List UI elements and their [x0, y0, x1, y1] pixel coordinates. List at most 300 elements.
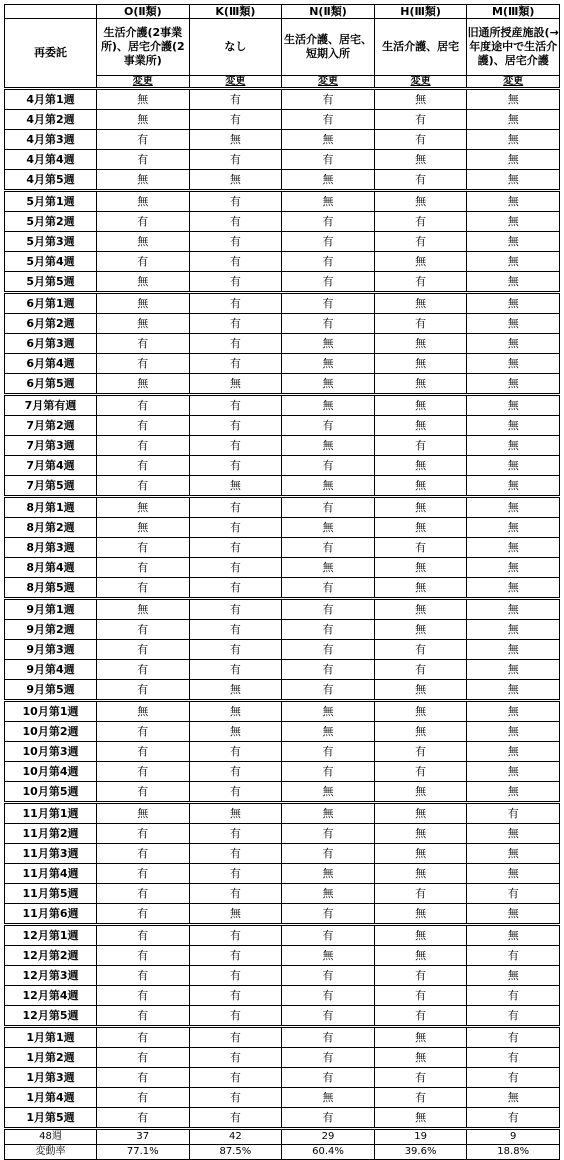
table-row — [5, 89, 560, 110]
change-flag-cell: 有 — [189, 1048, 282, 1068]
change-flag-cell: 無 — [282, 334, 375, 354]
change-flag-cell: 有 — [189, 620, 282, 640]
table-row — [5, 170, 560, 191]
change-flag-cell: 有 — [97, 844, 190, 864]
change-flag-cell: 有 — [282, 150, 375, 170]
change-flag-cell: 有 — [282, 416, 375, 436]
table-row — [5, 314, 560, 334]
table-row — [5, 191, 560, 212]
change-flag-cell: 有 — [189, 578, 282, 599]
change-flag-cell: 有 — [189, 946, 282, 966]
change-flag-cell: 無 — [282, 191, 375, 212]
change-flag-cell: 無 — [282, 1088, 375, 1108]
change-flag-cell: 無 — [282, 170, 375, 191]
change-flag-cell: 有 — [189, 1027, 282, 1048]
change-flag-cell: 有 — [189, 538, 282, 558]
change-flag-cell: 有 — [282, 680, 375, 701]
change-flag-cell: 有 — [97, 884, 190, 904]
change-flag-cell: 無 — [189, 701, 282, 722]
change-flag-cell: 無 — [282, 864, 375, 884]
change-label — [374, 76, 467, 89]
change-label — [282, 76, 375, 89]
change-flag-cell: 有 — [97, 395, 190, 416]
change-flag-cell: 有 — [189, 966, 282, 986]
column-code: O(Ⅱ類) — [97, 5, 190, 19]
change-flag-cell: 無 — [467, 925, 560, 946]
column-code-row — [5, 5, 560, 19]
change-flag-cell: 有 — [97, 762, 190, 782]
change-flag-cell: 有 — [282, 620, 375, 640]
change-flag-cell: 有 — [97, 1048, 190, 1068]
total-value: 42 — [189, 1129, 282, 1145]
table-row — [5, 334, 560, 354]
change-flag-cell: 無 — [282, 946, 375, 966]
change-flag-cell: 無 — [374, 620, 467, 640]
change-flag-cell: 有 — [282, 252, 375, 272]
table-row — [5, 395, 560, 416]
week-label: 8月第1週 — [5, 497, 97, 518]
change-flag-cell: 有 — [97, 150, 190, 170]
week-label: 9月第2週 — [5, 620, 97, 640]
table-row — [5, 742, 560, 762]
change-flag-cell: 無 — [467, 150, 560, 170]
change-flag-cell: 無 — [282, 130, 375, 150]
change-flag-cell: 無 — [189, 722, 282, 742]
change-flag-cell: 有 — [374, 170, 467, 191]
change-flag-cell: 無 — [97, 232, 190, 252]
change-flag-cell: 有 — [189, 884, 282, 904]
change-flag-cell: 有 — [282, 1006, 375, 1027]
table-row — [5, 456, 560, 476]
change-flag-cell: 無 — [282, 374, 375, 395]
table-row — [5, 620, 560, 640]
change-flag-cell: 無 — [374, 1108, 467, 1129]
change-flag-cell: 有 — [467, 884, 560, 904]
change-flag-cell: 無 — [467, 89, 560, 110]
change-flag-cell: 有 — [282, 1108, 375, 1129]
rate-value: 87.5% — [189, 1145, 282, 1160]
change-label-text: 変更 — [503, 75, 524, 87]
change-flag-cell: 無 — [374, 680, 467, 701]
change-label-text: 変更 — [225, 75, 246, 87]
table-row — [5, 1006, 560, 1027]
table-row — [5, 782, 560, 803]
change-flag-cell: 有 — [97, 558, 190, 578]
change-flag-cell: 無 — [97, 191, 190, 212]
change-flag-cell: 無 — [97, 272, 190, 293]
corner-cell — [5, 5, 97, 19]
week-label: 4月第3週 — [5, 130, 97, 150]
change-flag-cell: 無 — [374, 497, 467, 518]
change-flag-cell: 無 — [282, 476, 375, 497]
change-flag-cell: 無 — [282, 803, 375, 824]
total-value: 37 — [97, 1129, 190, 1145]
column-description-row — [5, 19, 560, 76]
change-flag-cell: 有 — [189, 824, 282, 844]
table-row — [5, 130, 560, 150]
week-label: 6月第3週 — [5, 334, 97, 354]
change-label-text: 変更 — [410, 75, 431, 87]
week-label: 11月第3週 — [5, 844, 97, 864]
table-row — [5, 599, 560, 620]
total-row — [5, 1129, 560, 1145]
week-label: 9月第1週 — [5, 599, 97, 620]
week-label: 5月第1週 — [5, 191, 97, 212]
change-flag-cell: 無 — [189, 374, 282, 395]
change-flag-cell: 有 — [97, 1108, 190, 1129]
change-flag-cell: 有 — [282, 1068, 375, 1088]
change-flag-cell: 有 — [97, 680, 190, 701]
change-flag-cell: 有 — [97, 436, 190, 456]
change-flag-cell: 無 — [374, 395, 467, 416]
change-flag-cell: 有 — [282, 497, 375, 518]
change-label — [97, 76, 190, 89]
change-flag-cell: 無 — [374, 334, 467, 354]
change-flag-cell: 有 — [374, 436, 467, 456]
change-flag-cell: 有 — [374, 884, 467, 904]
change-flag-cell: 有 — [189, 660, 282, 680]
week-label: 11月第1週 — [5, 803, 97, 824]
change-flag-cell: 有 — [282, 742, 375, 762]
week-label: 12月第1週 — [5, 925, 97, 946]
change-flag-cell: 有 — [282, 314, 375, 334]
change-flag-cell: 有 — [189, 314, 282, 334]
change-flag-cell: 無 — [374, 354, 467, 374]
change-flag-cell: 無 — [282, 436, 375, 456]
change-flag-cell: 有 — [189, 354, 282, 374]
change-flag-cell: 有 — [97, 354, 190, 374]
change-flag-cell: 有 — [374, 272, 467, 293]
change-flag-cell: 有 — [374, 986, 467, 1006]
change-flag-cell: 無 — [97, 314, 190, 334]
rate-label: 変動率 — [5, 1145, 97, 1160]
column-description: 生活介護、居宅、短期入所 — [282, 19, 375, 76]
change-flag-cell: 有 — [374, 640, 467, 660]
table-row — [5, 966, 560, 986]
change-flag-cell: 無 — [467, 476, 560, 497]
change-flag-cell: 無 — [467, 374, 560, 395]
change-flag-cell: 無 — [97, 518, 190, 538]
change-flag-cell: 有 — [97, 925, 190, 946]
change-flag-cell: 有 — [97, 1088, 190, 1108]
table-row — [5, 1088, 560, 1108]
change-flag-cell: 有 — [282, 986, 375, 1006]
change-flag-cell: 無 — [467, 966, 560, 986]
table-row — [5, 110, 560, 130]
change-flag-cell: 無 — [467, 742, 560, 762]
change-flag-cell: 無 — [374, 252, 467, 272]
change-flag-cell: 無 — [282, 722, 375, 742]
table-row — [5, 436, 560, 456]
change-flag-cell: 無 — [467, 395, 560, 416]
change-flag-cell: 有 — [189, 89, 282, 110]
total-value: 29 — [282, 1129, 375, 1145]
table-row — [5, 701, 560, 722]
change-flag-cell: 無 — [467, 762, 560, 782]
total-value: 9 — [467, 1129, 560, 1145]
change-flag-cell: 無 — [467, 354, 560, 374]
change-flag-cell: 有 — [97, 640, 190, 660]
table-row — [5, 150, 560, 170]
change-flag-cell: 無 — [467, 232, 560, 252]
change-flag-cell: 無 — [374, 518, 467, 538]
change-flag-cell: 有 — [97, 578, 190, 599]
change-flag-cell: 有 — [189, 1068, 282, 1088]
table-body — [5, 5, 560, 1160]
change-flag-cell: 無 — [467, 252, 560, 272]
table-row — [5, 884, 560, 904]
week-label: 11月第4週 — [5, 864, 97, 884]
rate-value: 18.8% — [467, 1145, 560, 1160]
table-row — [5, 640, 560, 660]
change-flag-cell: 無 — [282, 518, 375, 538]
table-row — [5, 680, 560, 701]
table-row — [5, 558, 560, 578]
week-label: 5月第4週 — [5, 252, 97, 272]
change-flag-cell: 無 — [97, 599, 190, 620]
week-label: 8月第3週 — [5, 538, 97, 558]
table-row — [5, 293, 560, 314]
column-description: 生活介護(2事業所)、居宅介護(2事業所) — [97, 19, 190, 76]
change-flag-cell: 有 — [282, 272, 375, 293]
week-label: 5月第5週 — [5, 272, 97, 293]
change-flag-cell: 有 — [189, 334, 282, 354]
table-title: 再委託 — [5, 19, 97, 89]
change-flag-cell: 無 — [97, 497, 190, 518]
change-flag-cell: 無 — [282, 701, 375, 722]
change-flag-cell: 無 — [374, 803, 467, 824]
table-row — [5, 538, 560, 558]
table-row — [5, 1027, 560, 1048]
column-code: H(Ⅲ類) — [374, 5, 467, 19]
change-flag-cell: 無 — [374, 558, 467, 578]
change-flag-cell: 有 — [97, 986, 190, 1006]
change-flag-cell: 無 — [467, 1088, 560, 1108]
change-flag-cell: 有 — [189, 558, 282, 578]
table-row — [5, 824, 560, 844]
week-label: 4月第5週 — [5, 170, 97, 191]
week-label: 6月第5週 — [5, 374, 97, 395]
change-flag-cell: 有 — [374, 1006, 467, 1027]
change-flag-cell: 有 — [189, 232, 282, 252]
change-flag-cell: 有 — [467, 1068, 560, 1088]
change-flag-cell: 無 — [467, 701, 560, 722]
week-label: 7月第有週 — [5, 395, 97, 416]
table-row — [5, 1048, 560, 1068]
week-label: 5月第3週 — [5, 232, 97, 252]
table-row — [5, 762, 560, 782]
change-flag-cell: 無 — [467, 212, 560, 232]
change-flag-cell: 無 — [97, 701, 190, 722]
change-flag-cell: 無 — [467, 497, 560, 518]
week-label: 4月第2週 — [5, 110, 97, 130]
change-flag-cell: 無 — [374, 946, 467, 966]
week-label: 12月第4週 — [5, 986, 97, 1006]
change-flag-cell: 無 — [467, 272, 560, 293]
change-flag-cell: 有 — [374, 212, 467, 232]
change-flag-cell: 無 — [467, 518, 560, 538]
week-label: 1月第1週 — [5, 1027, 97, 1048]
change-flag-cell: 有 — [282, 212, 375, 232]
change-flag-cell: 有 — [97, 1006, 190, 1027]
change-flag-cell: 有 — [189, 1006, 282, 1027]
change-flag-cell: 無 — [467, 680, 560, 701]
table-row — [5, 518, 560, 538]
total-value: 19 — [374, 1129, 467, 1145]
week-label: 7月第4週 — [5, 456, 97, 476]
change-label-text: 変更 — [317, 75, 338, 87]
change-flag-cell: 有 — [282, 1048, 375, 1068]
change-flag-cell: 無 — [189, 680, 282, 701]
change-flag-cell: 無 — [374, 864, 467, 884]
change-flag-cell: 有 — [189, 986, 282, 1006]
change-flag-cell: 有 — [467, 1006, 560, 1027]
rate-value: 77.1% — [97, 1145, 190, 1160]
change-label-text: 変更 — [132, 75, 153, 87]
week-label: 11月第2週 — [5, 824, 97, 844]
change-flag-cell: 有 — [97, 946, 190, 966]
change-flag-cell: 有 — [189, 640, 282, 660]
week-label: 1月第2週 — [5, 1048, 97, 1068]
week-label: 6月第1週 — [5, 293, 97, 314]
change-flag-cell: 無 — [374, 824, 467, 844]
change-flag-cell: 無 — [467, 130, 560, 150]
change-flag-cell: 有 — [189, 762, 282, 782]
change-flag-cell: 無 — [282, 782, 375, 803]
table-row — [5, 374, 560, 395]
week-label: 8月第5週 — [5, 578, 97, 599]
change-flag-cell: 無 — [374, 1027, 467, 1048]
change-flag-cell: 有 — [189, 150, 282, 170]
change-flag-cell: 無 — [467, 904, 560, 925]
change-flag-cell: 有 — [282, 293, 375, 314]
change-flag-cell: 無 — [467, 314, 560, 334]
change-flag-cell: 有 — [97, 1068, 190, 1088]
table-row — [5, 986, 560, 1006]
change-flag-cell: 有 — [467, 986, 560, 1006]
change-flag-cell: 有 — [97, 538, 190, 558]
week-label: 10月第4週 — [5, 762, 97, 782]
change-flag-cell: 有 — [189, 395, 282, 416]
week-label: 7月第2週 — [5, 416, 97, 436]
change-flag-cell: 有 — [97, 782, 190, 803]
change-flag-cell: 無 — [467, 640, 560, 660]
change-flag-cell: 有 — [189, 497, 282, 518]
change-flag-cell: 有 — [282, 456, 375, 476]
change-flag-cell: 無 — [97, 374, 190, 395]
change-flag-cell: 無 — [374, 1048, 467, 1068]
week-label: 6月第2週 — [5, 314, 97, 334]
column-code: M(Ⅲ類) — [467, 5, 560, 19]
column-description: 旧通所授産施設(→年度途中で生活介護)、居宅介護 — [467, 19, 560, 76]
column-description: なし — [189, 19, 282, 76]
column-code: N(Ⅱ類) — [282, 5, 375, 19]
table-row — [5, 252, 560, 272]
week-label: 9月第4週 — [5, 660, 97, 680]
change-flag-cell: 有 — [189, 252, 282, 272]
total-label: 48週 — [5, 1129, 97, 1145]
change-flag-cell: 有 — [189, 518, 282, 538]
change-flag-cell: 有 — [189, 293, 282, 314]
change-flag-cell: 有 — [374, 1068, 467, 1088]
column-description: 生活介護、居宅 — [374, 19, 467, 76]
change-flag-cell: 無 — [97, 293, 190, 314]
change-label — [467, 76, 560, 89]
change-flag-cell: 無 — [374, 476, 467, 497]
change-flag-cell: 無 — [374, 150, 467, 170]
table-row — [5, 1108, 560, 1129]
change-flag-cell: 無 — [467, 660, 560, 680]
week-label: 5月第2週 — [5, 212, 97, 232]
change-flag-cell: 無 — [282, 354, 375, 374]
change-flag-cell: 無 — [374, 782, 467, 803]
change-flag-cell: 有 — [374, 110, 467, 130]
change-flag-cell: 無 — [282, 395, 375, 416]
table-row — [5, 803, 560, 824]
week-label: 10月第3週 — [5, 742, 97, 762]
change-flag-cell: 有 — [97, 416, 190, 436]
change-flag-cell: 無 — [467, 334, 560, 354]
week-label: 9月第3週 — [5, 640, 97, 660]
change-flag-cell: 有 — [97, 722, 190, 742]
change-flag-cell: 有 — [282, 599, 375, 620]
table-row — [5, 946, 560, 966]
change-flag-cell: 無 — [97, 110, 190, 130]
change-flag-cell: 無 — [467, 416, 560, 436]
change-flag-cell: 無 — [282, 884, 375, 904]
change-label — [189, 76, 282, 89]
table-row — [5, 864, 560, 884]
change-flag-cell: 無 — [374, 374, 467, 395]
change-flag-cell: 無 — [374, 416, 467, 436]
table-row — [5, 212, 560, 232]
week-label: 7月第5週 — [5, 476, 97, 497]
change-flag-cell: 無 — [189, 904, 282, 925]
change-flag-cell: 有 — [374, 314, 467, 334]
week-label: 12月第5週 — [5, 1006, 97, 1027]
week-label: 1月第4週 — [5, 1088, 97, 1108]
change-flag-cell: 有 — [282, 640, 375, 660]
change-flag-cell: 無 — [374, 904, 467, 925]
table-row — [5, 476, 560, 497]
change-flag-cell: 無 — [374, 293, 467, 314]
table-row — [5, 904, 560, 925]
change-flag-cell: 無 — [189, 803, 282, 824]
change-flag-cell: 有 — [189, 599, 282, 620]
change-flag-cell: 無 — [467, 620, 560, 640]
change-flag-cell: 有 — [282, 904, 375, 925]
change-flag-cell: 有 — [97, 476, 190, 497]
table-row — [5, 722, 560, 742]
column-code: K(Ⅲ類) — [189, 5, 282, 19]
table-row — [5, 416, 560, 436]
change-flag-cell: 有 — [189, 1108, 282, 1129]
week-label: 1月第5週 — [5, 1108, 97, 1129]
change-flag-cell: 有 — [189, 925, 282, 946]
change-flag-cell: 無 — [467, 722, 560, 742]
change-flag-cell: 無 — [189, 170, 282, 191]
week-label: 10月第2週 — [5, 722, 97, 742]
change-flag-cell: 有 — [189, 844, 282, 864]
change-flag-cell: 無 — [467, 170, 560, 191]
change-flag-cell: 有 — [189, 272, 282, 293]
change-flag-cell: 有 — [97, 742, 190, 762]
change-flag-cell: 有 — [467, 803, 560, 824]
change-flag-cell: 有 — [282, 925, 375, 946]
change-flag-cell: 無 — [467, 578, 560, 599]
table-row — [5, 660, 560, 680]
week-label: 7月第3週 — [5, 436, 97, 456]
